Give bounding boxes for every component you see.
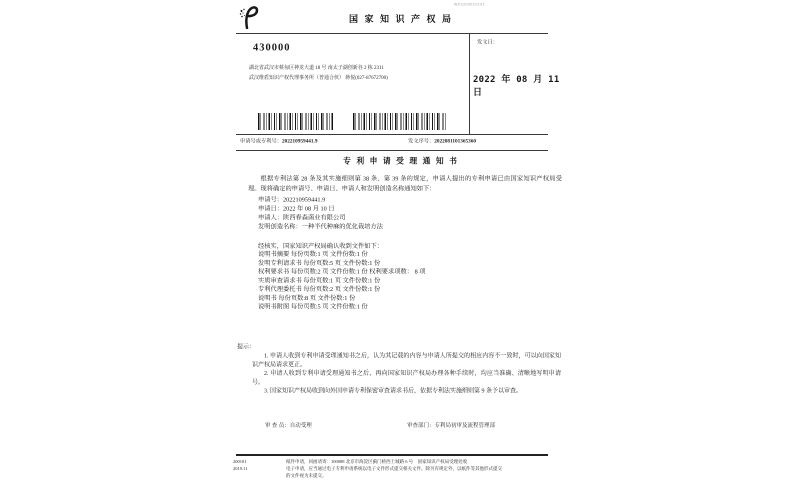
department-field [407,421,495,429]
footer-divider [236,454,548,456]
barcode-divider [236,134,548,135]
footer-form-code: 2019.11 [233,466,248,471]
received-document-item: 实质审查请求书 每份页数:1 页 文件份数:1 份 [258,276,381,284]
field-value: 202210959441.9 [283,196,326,203]
examiner-value: 自动受理 [289,422,312,429]
field-line [258,222,383,231]
received-document-item: 专利代理委托书 每份页数:2 页 文件份数:1 份 [258,285,381,293]
examiner-label: 审 查 员： [265,422,290,429]
header-divider [236,33,548,34]
examiner-field [265,421,312,429]
address-line-1: 湖北省武汉市蔡甸区神龙大道 18 号 南太子湖创新谷 2 栋 2311 [249,65,384,71]
field-value: 陕西春森菌业有限公司 [283,214,346,221]
recipient-address [249,63,388,83]
patent-notice-document [230,0,570,500]
received-document-item: 权利要求书 每份页数:2 页 文件份数:1 份 权利要求项数： 8 项 [258,268,426,275]
reference-divider [236,150,548,151]
barcode-2 [353,113,446,130]
field-label: 申请日： [258,205,284,212]
notice-title: 专利申请受理通知书 [343,157,463,166]
serial-number-row [408,137,476,145]
serial-number-value: 2022081101365360 [434,138,476,144]
document-page [230,0,570,500]
note-item: 1. 申请人收到专利申请受理通知书之后，认为其记载的内容与申请人所提交的相应内容不一致时，可以向国家知识产权局请求更正。 [252,352,561,368]
serial-number-label: 发文序号： [408,138,435,144]
dispatch-date-label: 发文日： [477,39,498,45]
received-documents-list [258,250,426,311]
field-line [258,204,383,213]
footer-instruction: 纸件申请，回函请寄：100088 北京市海淀区蓟门桥西土城路 6 号 国家知识产权局受理处收 [286,459,468,464]
department-label: 审查部门： [407,422,435,429]
footer-form-code: 200101 [233,459,247,464]
footer-row [233,458,506,465]
notes-label: 提示： [237,343,256,350]
notes-list [252,352,561,396]
field-line [258,195,383,204]
vertical-divider [469,33,470,134]
department-value: 专利局初审及流程管理部 [434,422,495,429]
document-code: WX2209010101 [454,3,486,7]
notice-intro-paragraph: 根据专利法第 28 条及其实施细则第 38 条、第 39 条的规定，申请人提出的专利申请已由国家知识产权局受理。现将确定的申请号、申请日、申请人和发明创造名称通知如下： [248,175,562,192]
received-documents-intro: 经核实，国家知识产权局确认收到文件如下： [258,242,384,250]
note-item: 3. 国家知识产权局收到向外国申请专利保密审查请求书后，依据专利法实施细则第 9 条予以审查。 [264,387,523,394]
footer-notes [233,458,506,479]
footer-instruction: 电子申请，应当通过电子专利申请系统以电子文件形式提交相关文件。除另有规定外，以纸件等其他形式提交的文件视为未提交。 [286,466,503,478]
application-number-row [240,137,317,145]
postal-code: 430000 [253,41,291,53]
received-document-item: 发明专利请求书 每份页数:5 页 文件份数:1 份 [258,259,381,267]
received-document-item: 说明书附图 每份页数:5 页 文件份数:1 份 [258,303,368,310]
address-line-2: 武汉维盾知识产权代理事务所（普通合伙） 蒋悦(027-87672700) [249,75,388,81]
footer-row [233,465,506,479]
application-number-label: 申请号或专利号： [240,138,282,144]
received-document-item: 说明书 每份页数:8 页 文件份数:1 份 [258,294,356,302]
field-value: 一种半代种麻的优化栽培方法 [301,223,384,230]
application-number-value: 202210959441.9 [282,138,318,144]
field-label: 发明创造名称： [258,223,302,230]
received-document-item: 说明书摘要 每份页数:1 页 文件份数:1 份 [258,250,368,258]
agency-title: 国家知识产权局 [349,14,458,24]
field-line [258,213,383,222]
note-item: 2. 申请人收到专利申请受理通知书之后，再向国家知识产权局办理各种手续时，均应当准确、清晰地写明申请号。 [252,369,561,386]
application-fields [258,195,383,231]
field-value: 2022 年 08 月 10 日 [283,205,335,212]
barcode-1 [258,113,333,130]
field-label: 申请人： [258,214,284,221]
dispatch-date-value: 2022 年 08 月 11 日 [473,74,560,98]
field-label: 申请号： [258,196,284,203]
